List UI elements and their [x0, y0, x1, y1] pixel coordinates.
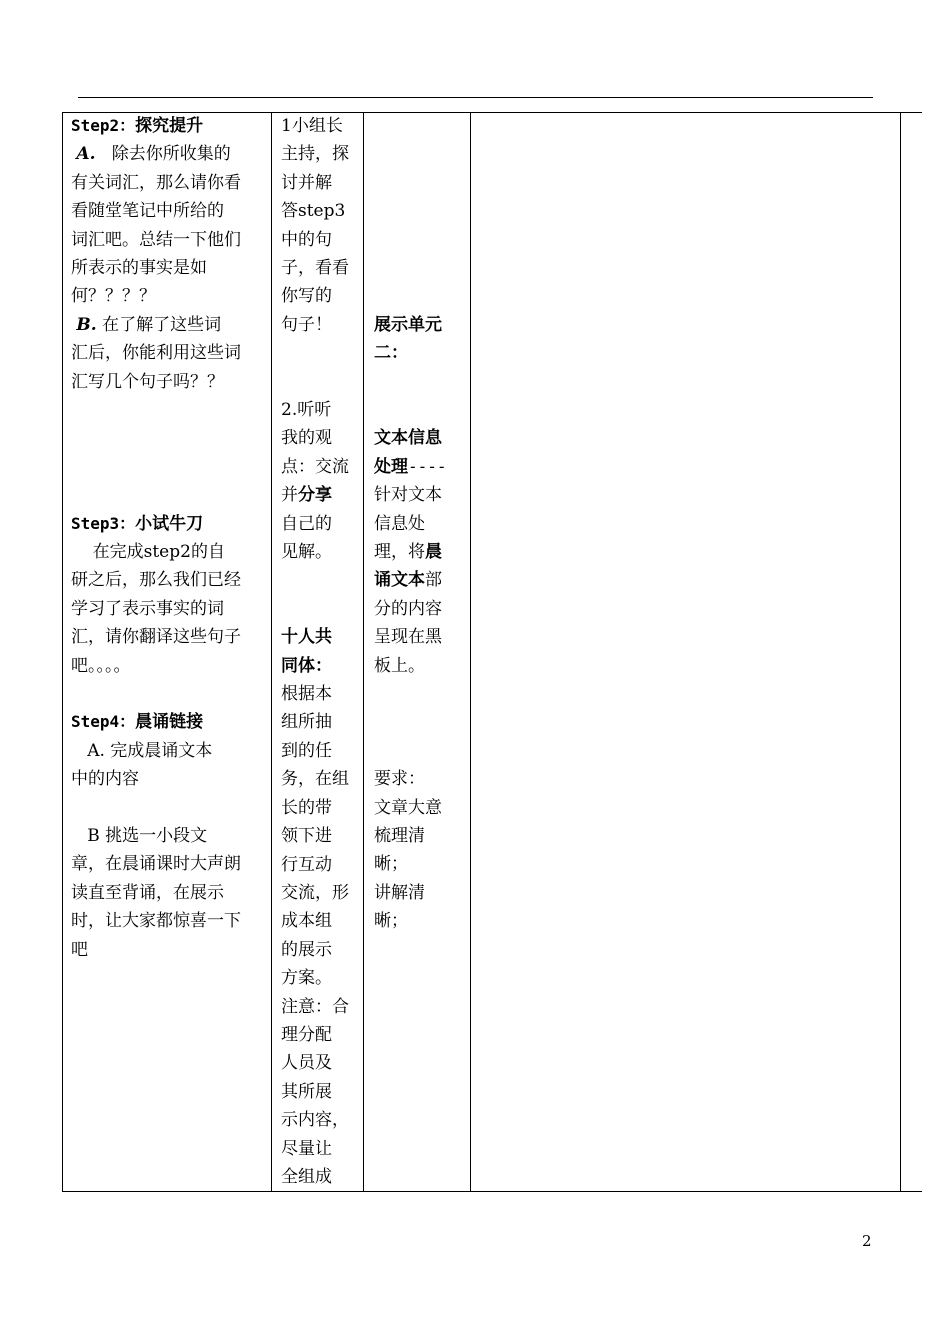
text-line: 根据本	[281, 684, 332, 705]
text-line: 晰；	[374, 911, 408, 932]
text-line: 处理----	[374, 456, 447, 477]
text-line: 中的内容	[71, 769, 139, 790]
text-line: 吧。。。。	[71, 655, 131, 676]
step2-b-line: B. 在了解了这些词	[76, 314, 222, 335]
text-line: 分的内容	[374, 598, 442, 619]
text-line: 领下进	[281, 826, 332, 847]
text-line: 文章大意	[374, 797, 442, 818]
text-line: 方案。	[281, 968, 332, 989]
text-line: 到的任	[281, 740, 332, 761]
text-line: 我的观	[281, 428, 332, 449]
text-line: 的展示	[281, 939, 332, 960]
text-line: 主持，探	[281, 144, 349, 165]
text-line: 子，看看	[281, 258, 349, 279]
text-line: 组所抽	[281, 712, 332, 733]
text-line: 呈现在黑	[374, 627, 442, 648]
text-line: 长的带	[281, 797, 332, 818]
text-line: 你写的	[281, 286, 332, 307]
text-line: 注意：合	[281, 996, 349, 1017]
text-line: 板上。	[374, 655, 425, 676]
text-line: 行互动	[281, 854, 332, 875]
text-line: 点：交流	[281, 456, 349, 477]
step4-heading: Step4：晨诵链接	[71, 712, 204, 733]
text-line: B 挑选一小段文	[87, 826, 208, 847]
text-line: 理分配	[281, 1024, 332, 1045]
lesson-table	[62, 112, 922, 1192]
text-line: 人员及	[281, 1053, 332, 1074]
text-line: 成本组	[281, 911, 332, 932]
step3-heading: Step3：小试牛刀	[71, 513, 204, 534]
text-line: 自己的	[281, 513, 332, 534]
text-line: 章，在晨诵课时大声朗	[71, 854, 241, 875]
text-line: 学习了表示事实的词	[71, 598, 224, 619]
text-line: 示内容，	[281, 1110, 349, 1131]
text-line: 并分享	[281, 485, 332, 506]
text-line: 见解。	[281, 542, 332, 563]
text-line: 何？？？？	[71, 286, 156, 307]
step2-heading: Step2：探究提升	[71, 116, 204, 136]
column-divider-4	[900, 112, 901, 1192]
text-line: A. 完成晨诵文本	[87, 740, 213, 761]
text-line: 文本信息	[374, 428, 442, 449]
text-line: 汇，请你翻译这些句子	[71, 627, 241, 648]
text-line: 要求：	[374, 769, 425, 790]
step2-a-line: A. 除去你所收集的	[76, 144, 231, 165]
text-line: 2.听听	[281, 400, 332, 421]
text-line: 梳理清	[374, 825, 425, 846]
text-line: 信息处	[374, 513, 425, 534]
text-line: 吧	[71, 939, 88, 960]
text-line: 汇后，你能利用这些词	[71, 343, 241, 364]
text-line: 二：	[374, 343, 408, 364]
page-number: 2	[862, 1232, 872, 1250]
text-line: 交流，形	[281, 882, 349, 903]
text-line: 中的句	[281, 229, 332, 250]
column-divider-1	[271, 112, 272, 1192]
text-line: 晰；	[374, 854, 408, 875]
column-divider-3	[470, 112, 471, 1192]
column-divider-2	[363, 112, 364, 1192]
text-line: 看随堂笔记中所给的	[71, 201, 224, 222]
text-line: 时，让大家都惊喜一下	[71, 911, 241, 932]
text-line: 读直至背诵，在展示	[71, 882, 224, 903]
text-line: 理，将晨	[374, 541, 442, 562]
text-line: 汇写几个句子吗？？	[71, 371, 224, 392]
text-line: 务，在组	[281, 769, 349, 790]
learning-steps-cell	[71, 112, 267, 964]
presentation-unit-cell	[374, 112, 456, 936]
text-line: 针对文本	[374, 485, 442, 506]
text-line: 其所展	[281, 1081, 332, 1102]
group-activity-cell	[281, 112, 359, 1191]
header-rule	[78, 97, 873, 98]
text-line: 讲解清	[374, 882, 425, 903]
text-line: 在完成step2的自	[92, 542, 225, 563]
text-line: 有关词汇，那么请你看	[71, 172, 241, 193]
text-line: 十人共	[281, 627, 332, 648]
text-line: 讨并解	[281, 172, 332, 193]
text-line: 同体：	[281, 655, 332, 676]
text-line: 研之后，那么我们已经	[71, 570, 241, 591]
text-line: 诵文本部	[374, 570, 442, 591]
text-line: 尽量让	[281, 1138, 332, 1159]
table-border-left	[62, 112, 63, 1192]
text-line: 句子！	[281, 314, 332, 335]
table-bottom-border	[62, 1191, 922, 1192]
text-line: 全组成	[281, 1166, 332, 1187]
text-line: 词汇吧。总结一下他们	[71, 229, 241, 250]
text-line: 答step3	[281, 201, 346, 222]
text-line: 1小组长	[281, 116, 343, 136]
text-line: 所表示的事实是如	[71, 258, 207, 279]
text-line: 展示单元	[374, 314, 442, 335]
